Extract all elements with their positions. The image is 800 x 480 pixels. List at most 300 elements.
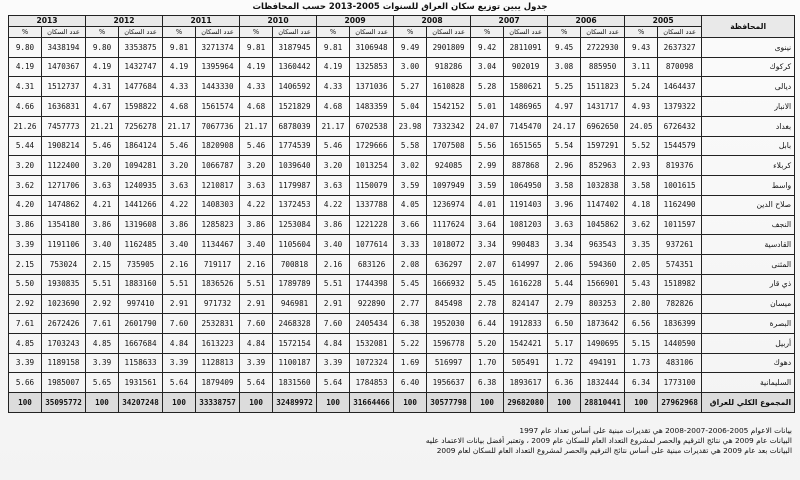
pct-cell: 6.36 bbox=[548, 373, 581, 393]
pct-cell: 2.91 bbox=[240, 294, 273, 314]
pct-cell: 4.33 bbox=[317, 77, 350, 97]
population-cell: 574351 bbox=[658, 255, 702, 275]
pct-cell: 4.31 bbox=[86, 77, 119, 97]
population-cell: 1179987 bbox=[273, 176, 317, 196]
pct-cell: 5.66 bbox=[9, 373, 42, 393]
population-cell: 6962650 bbox=[581, 116, 625, 136]
population-cell: 870098 bbox=[658, 57, 702, 77]
population-cell: 683126 bbox=[350, 255, 394, 275]
population-cell: 1319608 bbox=[119, 215, 163, 235]
population-cell: 3353875 bbox=[119, 38, 163, 58]
pct-cell: 2.06 bbox=[548, 255, 581, 275]
population-cell: 1912833 bbox=[504, 314, 548, 334]
population-cell: 1158633 bbox=[119, 353, 163, 373]
population-cell: 1432747 bbox=[119, 57, 163, 77]
population-cell: 1210817 bbox=[196, 176, 240, 196]
population-cell: 997410 bbox=[119, 294, 163, 314]
table-row bbox=[9, 195, 795, 215]
pct-cell: 4.68 bbox=[317, 97, 350, 117]
pct-header: % bbox=[317, 27, 350, 38]
pct-cell: 5.04 bbox=[394, 97, 427, 117]
population-cell: 33338757 bbox=[196, 393, 240, 413]
population-cell: 1441266 bbox=[119, 195, 163, 215]
population-cell: 1372453 bbox=[273, 195, 317, 215]
pct-cell: 2.92 bbox=[9, 294, 42, 314]
population-cell: 887868 bbox=[504, 156, 548, 176]
population-cell: 1011597 bbox=[658, 215, 702, 235]
pct-cell: 5.46 bbox=[163, 136, 196, 156]
pct-cell: 3.20 bbox=[9, 156, 42, 176]
population-cell: 803253 bbox=[581, 294, 625, 314]
population-cell: 6726432 bbox=[658, 116, 702, 136]
population-cell: 1490695 bbox=[581, 334, 625, 354]
pct-cell: 21.17 bbox=[240, 116, 273, 136]
pct-cell: 3.59 bbox=[394, 176, 427, 196]
pct-cell: 100 bbox=[394, 393, 427, 413]
population-cell: 1191106 bbox=[42, 235, 86, 255]
pct-header: % bbox=[9, 27, 42, 38]
governorate-cell: نينوى bbox=[702, 38, 795, 58]
year-header: 2008 bbox=[394, 16, 471, 27]
population-cell: 1189158 bbox=[42, 353, 86, 373]
pct-cell: 3.33 bbox=[394, 235, 427, 255]
population-cell: 28810441 bbox=[581, 393, 625, 413]
population-cell: 1147402 bbox=[581, 195, 625, 215]
pct-cell: 3.86 bbox=[240, 215, 273, 235]
pct-cell: 2.79 bbox=[548, 294, 581, 314]
population-cell: 1521829 bbox=[273, 97, 317, 117]
pct-cell: 4.01 bbox=[471, 195, 504, 215]
table-row bbox=[9, 176, 795, 196]
pct-cell: 4.67 bbox=[86, 97, 119, 117]
population-cell: 32489972 bbox=[273, 393, 317, 413]
table-row bbox=[9, 215, 795, 235]
population-cell: 1271706 bbox=[42, 176, 86, 196]
population-cell: 7067736 bbox=[196, 116, 240, 136]
pct-cell: 2.78 bbox=[471, 294, 504, 314]
pct-cell: 9.45 bbox=[548, 38, 581, 58]
population-cell: 1511823 bbox=[581, 77, 625, 97]
year-header: 2010 bbox=[240, 16, 317, 27]
pop-header: عدد السكان bbox=[658, 27, 702, 38]
table-row bbox=[9, 156, 795, 176]
population-cell: 918286 bbox=[427, 57, 471, 77]
year-header: 2005 bbox=[625, 16, 702, 27]
pct-cell: 6.38 bbox=[471, 373, 504, 393]
pct-cell: 3.62 bbox=[9, 176, 42, 196]
population-cell: 1893617 bbox=[504, 373, 548, 393]
population-cell: 2672426 bbox=[42, 314, 86, 334]
pct-cell: 4.19 bbox=[240, 57, 273, 77]
governorate-cell: أربيل bbox=[702, 334, 795, 354]
population-cell: 946981 bbox=[273, 294, 317, 314]
population-cell: 1596778 bbox=[427, 334, 471, 354]
pct-cell: 9.81 bbox=[163, 38, 196, 58]
population-cell: 1666932 bbox=[427, 274, 471, 294]
table-row bbox=[9, 255, 795, 275]
pct-cell: 1.73 bbox=[625, 353, 658, 373]
table-row bbox=[9, 334, 795, 354]
population-cell: 636297 bbox=[427, 255, 471, 275]
population-cell: 924085 bbox=[427, 156, 471, 176]
pct-header: % bbox=[240, 27, 273, 38]
population-cell: 1544579 bbox=[658, 136, 702, 156]
governorate-cell: البصرة bbox=[702, 314, 795, 334]
pct-cell: 5.01 bbox=[471, 97, 504, 117]
population-cell: 1956637 bbox=[427, 373, 471, 393]
pct-cell: 4.66 bbox=[9, 97, 42, 117]
pct-cell: 6.40 bbox=[394, 373, 427, 393]
governorate-cell: ديالى bbox=[702, 77, 795, 97]
population-cell: 7332342 bbox=[427, 116, 471, 136]
pct-cell: 3.58 bbox=[625, 176, 658, 196]
population-cell: 1784853 bbox=[350, 373, 394, 393]
pct-cell: 9.80 bbox=[86, 38, 119, 58]
pct-cell: 4.84 bbox=[163, 334, 196, 354]
pct-cell: 4.20 bbox=[9, 195, 42, 215]
year-header: 2006 bbox=[548, 16, 625, 27]
pct-cell: 3.86 bbox=[163, 215, 196, 235]
pct-cell: 3.00 bbox=[394, 57, 427, 77]
population-cell: 1018072 bbox=[427, 235, 471, 255]
population-cell: 1406592 bbox=[273, 77, 317, 97]
pop-header: عدد السكان bbox=[273, 27, 317, 38]
pct-cell: 21.17 bbox=[317, 116, 350, 136]
pct-cell: 3.11 bbox=[625, 57, 658, 77]
pct-header: % bbox=[548, 27, 581, 38]
pct-cell: 4.97 bbox=[548, 97, 581, 117]
column-subheader-row bbox=[9, 27, 795, 38]
population-cell: 1930835 bbox=[42, 274, 86, 294]
pct-cell: 5.25 bbox=[548, 77, 581, 97]
footnotes bbox=[330, 426, 792, 456]
pct-cell: 2.08 bbox=[394, 255, 427, 275]
pct-cell: 1.69 bbox=[394, 353, 427, 373]
pct-cell: 1.70 bbox=[471, 353, 504, 373]
population-cell: 1105604 bbox=[273, 235, 317, 255]
document-title: جدول يبين توزيع سكان العراق للسنوات 2005-2013 حسب المحافظات bbox=[252, 2, 548, 12]
pop-header: عدد السكان bbox=[581, 27, 625, 38]
pct-cell: 3.63 bbox=[317, 176, 350, 196]
population-cell: 34207248 bbox=[119, 393, 163, 413]
population-cell: 2722930 bbox=[581, 38, 625, 58]
year-header: 2009 bbox=[317, 16, 394, 27]
pct-cell: 3.08 bbox=[548, 57, 581, 77]
population-cell: 505491 bbox=[504, 353, 548, 373]
pct-cell: 9.80 bbox=[9, 38, 42, 58]
population-cell: 6878039 bbox=[273, 116, 317, 136]
population-cell: 1474862 bbox=[42, 195, 86, 215]
population-cell: 971732 bbox=[196, 294, 240, 314]
population-cell: 1470367 bbox=[42, 57, 86, 77]
table-row bbox=[9, 353, 795, 373]
population-cell: 1150079 bbox=[350, 176, 394, 196]
governorate-cell: كربلاء bbox=[702, 156, 795, 176]
population-cell: 700818 bbox=[273, 255, 317, 275]
population-cell: 7145470 bbox=[504, 116, 548, 136]
table-row bbox=[9, 314, 795, 334]
pct-cell: 2.91 bbox=[317, 294, 350, 314]
population-cell: 1066787 bbox=[196, 156, 240, 176]
governorate-cell: المثنى bbox=[702, 255, 795, 275]
pct-cell: 3.40 bbox=[86, 235, 119, 255]
population-cell: 1832444 bbox=[581, 373, 625, 393]
pct-cell: 2.15 bbox=[86, 255, 119, 275]
population-cell: 1122400 bbox=[42, 156, 86, 176]
population-cell: 1094281 bbox=[119, 156, 163, 176]
pct-cell: 7.60 bbox=[163, 314, 196, 334]
pct-cell: 5.45 bbox=[394, 274, 427, 294]
pct-cell: 5.51 bbox=[240, 274, 273, 294]
pct-cell: 3.34 bbox=[548, 235, 581, 255]
governorate-cell: السليمانية bbox=[702, 373, 795, 393]
pct-cell: 100 bbox=[86, 393, 119, 413]
population-cell: 1789789 bbox=[273, 274, 317, 294]
population-cell: 2901809 bbox=[427, 38, 471, 58]
pct-cell: 5.43 bbox=[625, 274, 658, 294]
pct-cell: 4.68 bbox=[240, 97, 273, 117]
pct-cell: 3.86 bbox=[86, 215, 119, 235]
pct-cell: 2.16 bbox=[163, 255, 196, 275]
population-cell: 1253084 bbox=[273, 215, 317, 235]
pop-header: عدد السكان bbox=[196, 27, 240, 38]
pct-cell: 2.16 bbox=[317, 255, 350, 275]
pct-cell: 5.24 bbox=[625, 77, 658, 97]
pct-cell: 4.93 bbox=[625, 97, 658, 117]
pct-cell: 4.19 bbox=[86, 57, 119, 77]
pct-cell: 4.33 bbox=[240, 77, 273, 97]
population-cell: 1773100 bbox=[658, 373, 702, 393]
pct-cell: 6.44 bbox=[471, 314, 504, 334]
population-cell: 30577798 bbox=[427, 393, 471, 413]
table-row bbox=[9, 57, 795, 77]
pct-header: % bbox=[394, 27, 427, 38]
pct-cell: 5.44 bbox=[548, 274, 581, 294]
population-cell: 1879409 bbox=[196, 373, 240, 393]
governorate-header: المحافظة bbox=[702, 16, 795, 38]
population-cell: 937261 bbox=[658, 235, 702, 255]
population-cell: 824147 bbox=[504, 294, 548, 314]
pct-cell: 5.28 bbox=[471, 77, 504, 97]
pop-header: عدد السكان bbox=[119, 27, 163, 38]
population-cell: 1285823 bbox=[196, 215, 240, 235]
pct-cell: 100 bbox=[317, 393, 350, 413]
governorate-cell: بغداد bbox=[702, 116, 795, 136]
population-cell: 483106 bbox=[658, 353, 702, 373]
pct-cell: 3.40 bbox=[163, 235, 196, 255]
footnote: البيانات بعد عام 2009 هي تقديرات مبنية على أساس نتائج الترقيم والحصر لمشروع التعداد العام للسكان لعام 2009 bbox=[436, 445, 792, 455]
pct-cell: 100 bbox=[9, 393, 42, 413]
pct-cell: 5.46 bbox=[240, 136, 273, 156]
pct-cell: 3.64 bbox=[471, 215, 504, 235]
population-cell: 1613223 bbox=[196, 334, 240, 354]
pct-cell: 3.40 bbox=[317, 235, 350, 255]
pct-cell: 24.07 bbox=[471, 116, 504, 136]
governorate-cell: الانبار bbox=[702, 97, 795, 117]
population-cell: 1477684 bbox=[119, 77, 163, 97]
pct-cell: 4.19 bbox=[9, 57, 42, 77]
population-cell: 1616228 bbox=[504, 274, 548, 294]
pct-cell: 24.05 bbox=[625, 116, 658, 136]
population-cell: 1032838 bbox=[581, 176, 625, 196]
population-cell: 1931561 bbox=[119, 373, 163, 393]
population-cell: 1598822 bbox=[119, 97, 163, 117]
table-row bbox=[9, 136, 795, 156]
population-cell: 516997 bbox=[427, 353, 471, 373]
pct-cell: 3.63 bbox=[163, 176, 196, 196]
population-cell: 1001615 bbox=[658, 176, 702, 196]
table-row bbox=[9, 274, 795, 294]
pct-cell: 1.72 bbox=[548, 353, 581, 373]
population-cell: 1128813 bbox=[196, 353, 240, 373]
pct-header: % bbox=[625, 27, 658, 38]
population-cell: 1162485 bbox=[119, 235, 163, 255]
pct-cell: 21.21 bbox=[86, 116, 119, 136]
pct-cell: 3.58 bbox=[548, 176, 581, 196]
population-cell: 1431717 bbox=[581, 97, 625, 117]
pct-cell: 4.19 bbox=[163, 57, 196, 77]
table-body bbox=[9, 38, 795, 413]
population-cell: 1221228 bbox=[350, 215, 394, 235]
population-cell: 1325853 bbox=[350, 57, 394, 77]
population-cell: 719117 bbox=[196, 255, 240, 275]
pct-cell: 9.42 bbox=[471, 38, 504, 58]
table-row bbox=[9, 373, 795, 393]
pct-cell: 5.17 bbox=[548, 334, 581, 354]
population-cell: 1542421 bbox=[504, 334, 548, 354]
population-cell: 2468328 bbox=[273, 314, 317, 334]
year-header-row bbox=[9, 16, 795, 27]
governorate-cell: القادسية bbox=[702, 235, 795, 255]
pct-cell: 5.45 bbox=[471, 274, 504, 294]
population-table bbox=[8, 15, 795, 413]
governorate-cell: صلاح الدين bbox=[702, 195, 795, 215]
population-cell: 1097949 bbox=[427, 176, 471, 196]
population-cell: 1518982 bbox=[658, 274, 702, 294]
population-cell: 1774539 bbox=[273, 136, 317, 156]
pct-cell: 4.18 bbox=[625, 195, 658, 215]
governorate-cell: ميسان bbox=[702, 294, 795, 314]
population-cell: 1236974 bbox=[427, 195, 471, 215]
population-cell: 1610828 bbox=[427, 77, 471, 97]
population-cell: 1117624 bbox=[427, 215, 471, 235]
pct-cell: 9.49 bbox=[394, 38, 427, 58]
pct-cell: 100 bbox=[240, 393, 273, 413]
pct-cell: 2.91 bbox=[163, 294, 196, 314]
year-header: 2011 bbox=[163, 16, 240, 27]
pct-cell: 4.31 bbox=[9, 77, 42, 97]
pct-cell: 100 bbox=[471, 393, 504, 413]
population-cell: 1464437 bbox=[658, 77, 702, 97]
pct-cell: 3.39 bbox=[9, 235, 42, 255]
table-row bbox=[9, 116, 795, 136]
population-cell: 990483 bbox=[504, 235, 548, 255]
governorate-cell: المجموع الكلي للعراق bbox=[702, 393, 795, 413]
pct-cell: 7.61 bbox=[9, 314, 42, 334]
pct-cell: 7.60 bbox=[317, 314, 350, 334]
population-cell: 1836526 bbox=[196, 274, 240, 294]
population-cell: 3106948 bbox=[350, 38, 394, 58]
population-cell: 1908214 bbox=[42, 136, 86, 156]
year-header: 2007 bbox=[471, 16, 548, 27]
population-cell: 1337788 bbox=[350, 195, 394, 215]
pct-cell: 5.52 bbox=[625, 136, 658, 156]
population-cell: 1532081 bbox=[350, 334, 394, 354]
population-cell: 1134467 bbox=[196, 235, 240, 255]
population-cell: 2637327 bbox=[658, 38, 702, 58]
pct-cell: 3.02 bbox=[394, 156, 427, 176]
population-cell: 1883160 bbox=[119, 274, 163, 294]
population-cell: 1081203 bbox=[504, 215, 548, 235]
pct-cell: 3.20 bbox=[163, 156, 196, 176]
pct-cell: 4.21 bbox=[86, 195, 119, 215]
population-cell: 494191 bbox=[581, 353, 625, 373]
pct-cell: 24.17 bbox=[548, 116, 581, 136]
pct-cell: 3.34 bbox=[471, 235, 504, 255]
pct-cell: 3.40 bbox=[240, 235, 273, 255]
population-cell: 29682080 bbox=[504, 393, 548, 413]
pct-cell: 5.46 bbox=[86, 136, 119, 156]
pct-cell: 6.34 bbox=[625, 373, 658, 393]
pct-cell: 6.38 bbox=[394, 314, 427, 334]
population-cell: 1408303 bbox=[196, 195, 240, 215]
population-cell: 614997 bbox=[504, 255, 548, 275]
pct-cell: 3.63 bbox=[548, 215, 581, 235]
population-cell: 1572154 bbox=[273, 334, 317, 354]
population-cell: 2532831 bbox=[196, 314, 240, 334]
population-cell: 1100187 bbox=[273, 353, 317, 373]
pct-cell: 5.46 bbox=[317, 136, 350, 156]
population-cell: 6702538 bbox=[350, 116, 394, 136]
population-cell: 1064950 bbox=[504, 176, 548, 196]
pct-cell: 3.66 bbox=[394, 215, 427, 235]
population-cell: 1379322 bbox=[658, 97, 702, 117]
pct-cell: 5.15 bbox=[625, 334, 658, 354]
pct-cell: 5.64 bbox=[317, 373, 350, 393]
population-cell: 1013254 bbox=[350, 156, 394, 176]
pct-cell: 3.20 bbox=[317, 156, 350, 176]
pct-cell: 3.86 bbox=[317, 215, 350, 235]
population-cell: 1597291 bbox=[581, 136, 625, 156]
population-cell: 1703243 bbox=[42, 334, 86, 354]
pct-cell: 2.77 bbox=[394, 294, 427, 314]
population-cell: 1023690 bbox=[42, 294, 86, 314]
pct-cell: 3.86 bbox=[9, 215, 42, 235]
pct-cell: 5.51 bbox=[86, 274, 119, 294]
pct-cell: 5.64 bbox=[163, 373, 196, 393]
population-cell: 735905 bbox=[119, 255, 163, 275]
population-cell: 1542152 bbox=[427, 97, 471, 117]
population-cell: 885950 bbox=[581, 57, 625, 77]
population-cell: 31664466 bbox=[350, 393, 394, 413]
pct-cell: 2.93 bbox=[625, 156, 658, 176]
pct-cell: 5.44 bbox=[9, 136, 42, 156]
pct-cell: 4.22 bbox=[317, 195, 350, 215]
pct-header: % bbox=[86, 27, 119, 38]
population-cell: 2811091 bbox=[504, 38, 548, 58]
pop-header: عدد السكان bbox=[504, 27, 548, 38]
population-cell: 1191403 bbox=[504, 195, 548, 215]
pct-cell: 7.60 bbox=[240, 314, 273, 334]
pct-cell: 6.56 bbox=[625, 314, 658, 334]
pct-cell: 5.50 bbox=[9, 274, 42, 294]
pct-cell: 4.84 bbox=[317, 334, 350, 354]
population-cell: 1636831 bbox=[42, 97, 86, 117]
pct-cell: 21.26 bbox=[9, 116, 42, 136]
population-cell: 2405434 bbox=[350, 314, 394, 334]
table-row bbox=[9, 77, 795, 97]
pct-cell: 5.22 bbox=[394, 334, 427, 354]
